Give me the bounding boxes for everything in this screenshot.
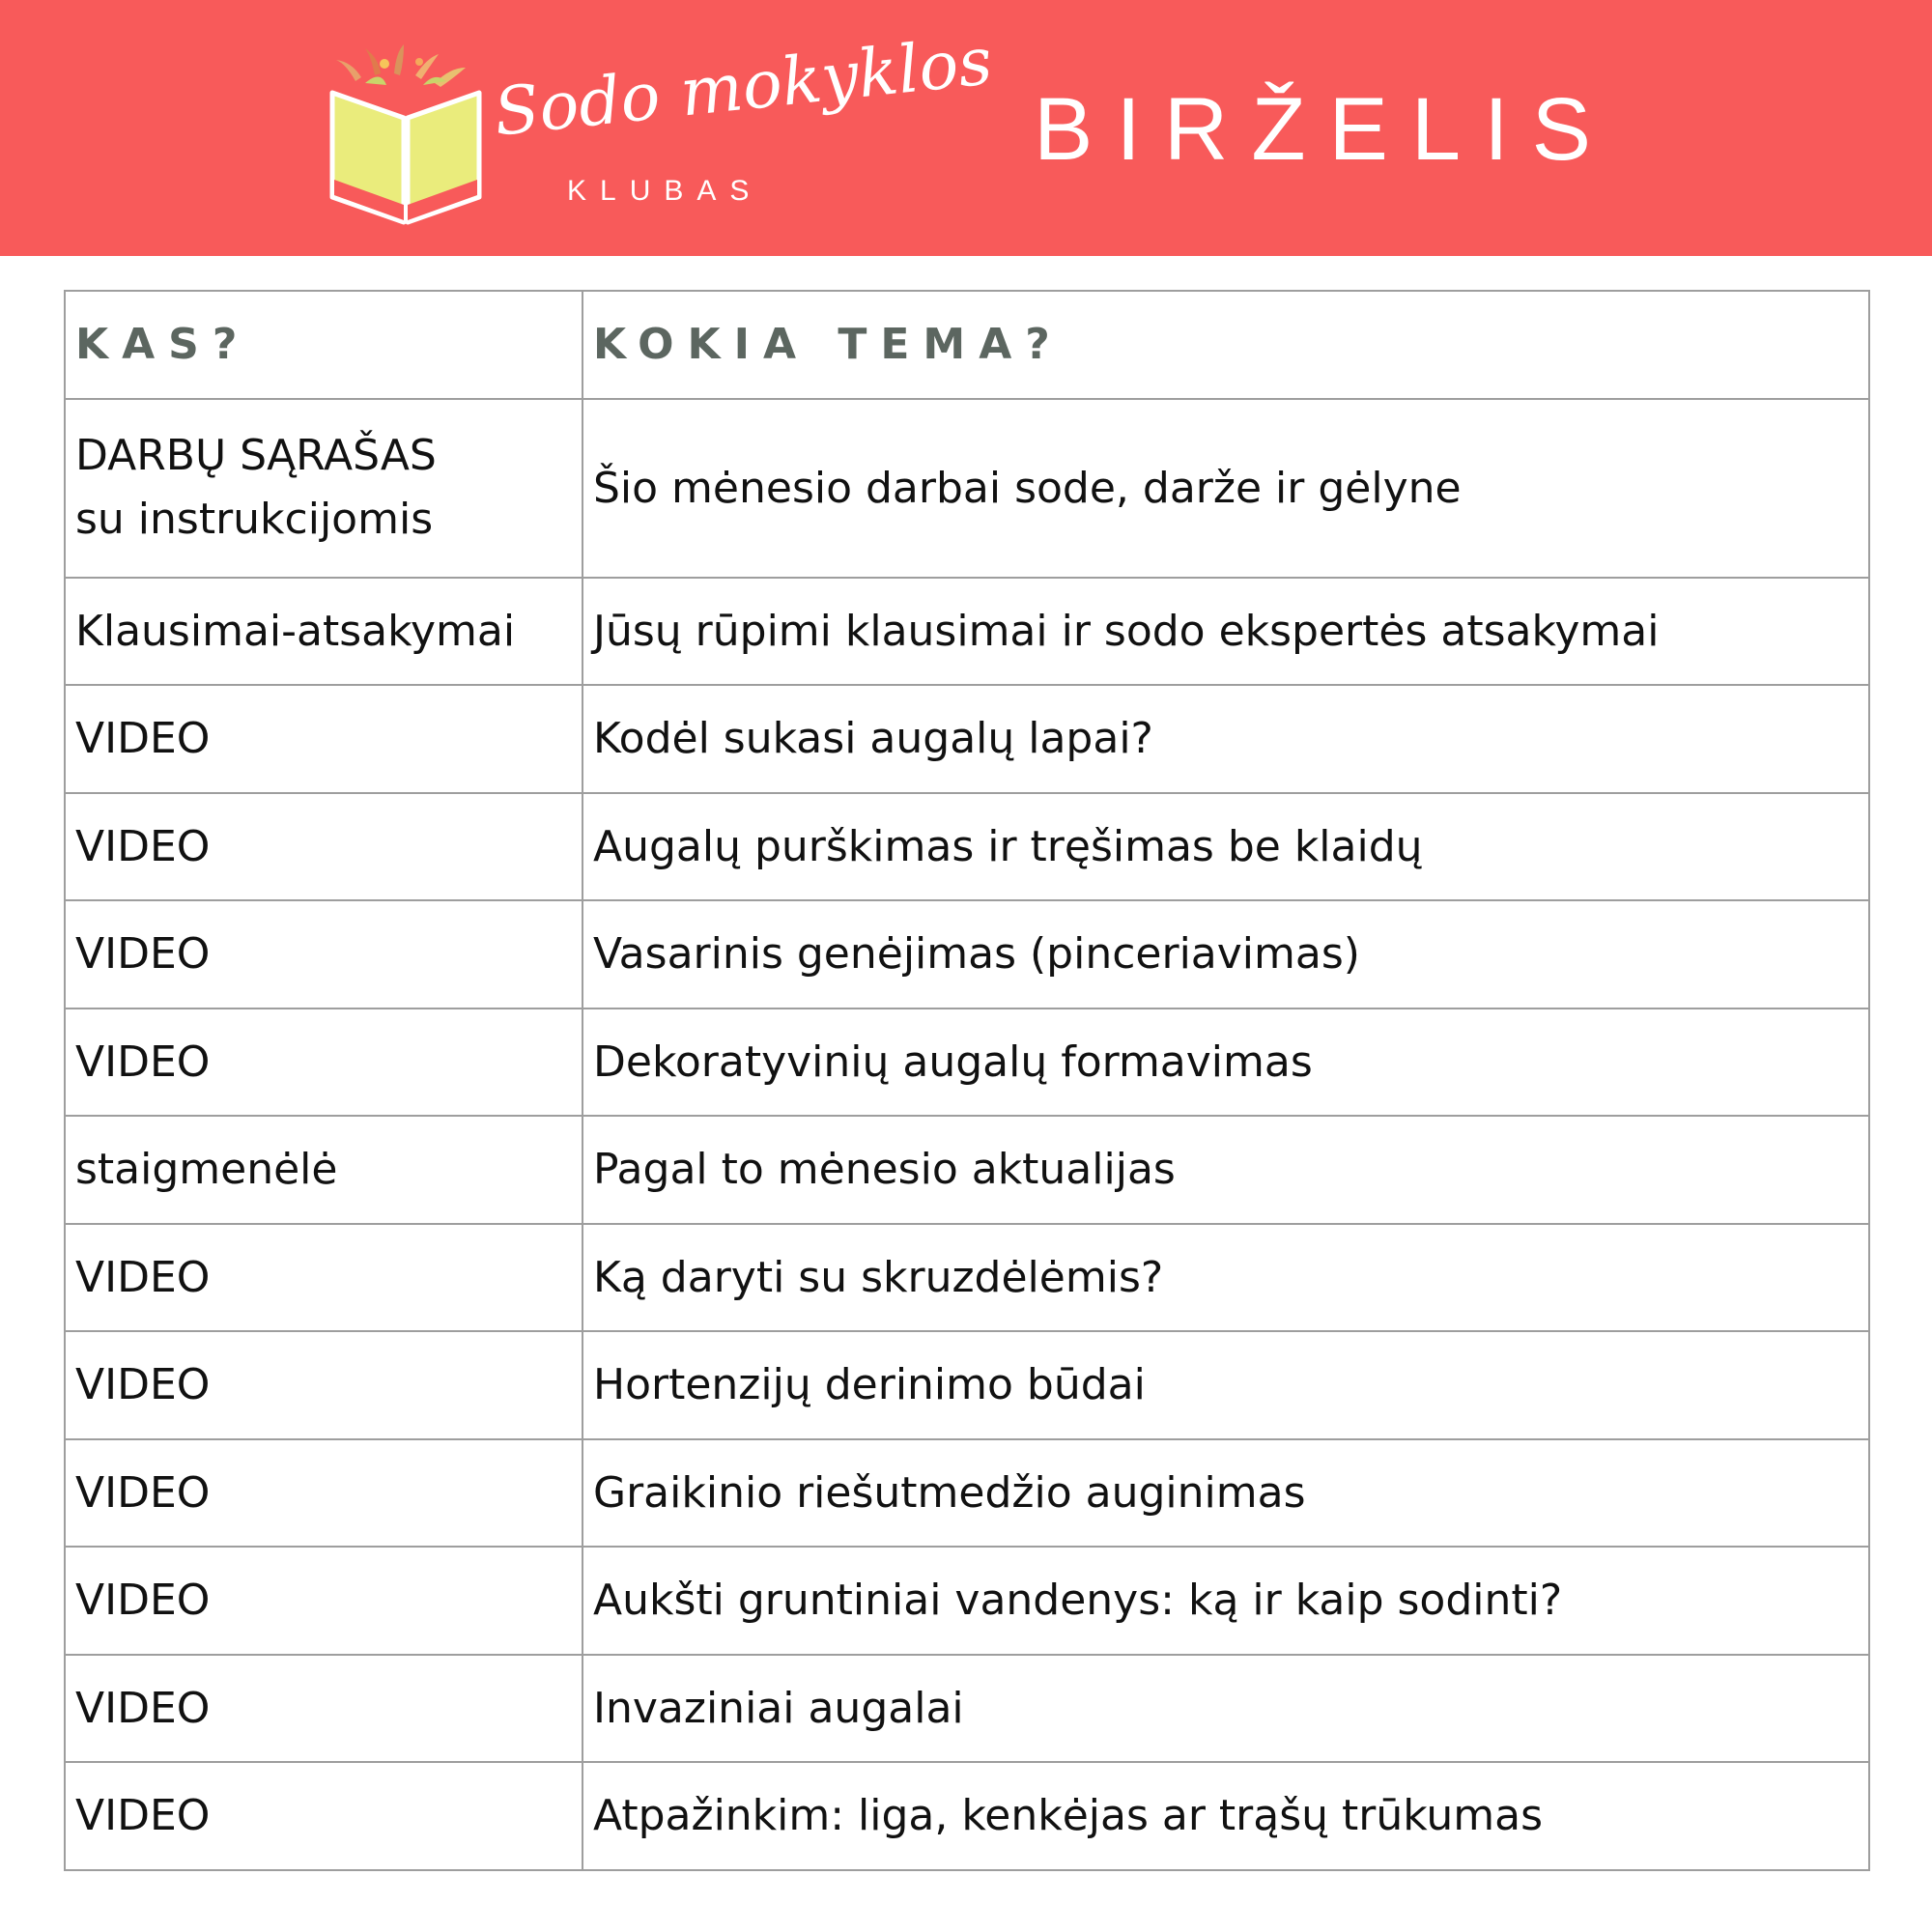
cell-tema: Hortenzijų derinimo būdai: [582, 1331, 1869, 1439]
cell-kas: Klausimai-atsakymai: [65, 578, 582, 686]
logo-script-text: Sodo mokyklos: [490, 23, 996, 152]
cell-kas: [65, 399, 582, 578]
cell-tema: Kodėl sukasi augalų lapai?: [582, 685, 1869, 793]
table-row: [65, 1762, 1869, 1870]
table-row: [65, 793, 1869, 901]
cell-kas: VIDEO: [65, 793, 582, 901]
cell-tema: Jūsų rūpimi klausimai ir sodo ekspertės atsakymai: [582, 578, 1869, 686]
schedule-table: [64, 290, 1870, 1871]
table-row: [65, 1116, 1869, 1224]
cell-tema: Ką daryti su skruzdėlėmis?: [582, 1224, 1869, 1332]
cell-kas: VIDEO: [65, 1331, 582, 1439]
table-row: [65, 578, 1869, 686]
table-row: [65, 1331, 1869, 1439]
cell-tema: Invaziniai augalai: [582, 1655, 1869, 1763]
column-header-tema: KOKIA TEMA?: [582, 291, 1869, 399]
table-row: [65, 685, 1869, 793]
cell-tema: Pagal to mėnesio aktualijas: [582, 1116, 1869, 1224]
logo-subtitle: KLUBAS: [567, 175, 763, 207]
table-row: [65, 1655, 1869, 1763]
book-logo-icon: [327, 43, 485, 232]
cell-kas: VIDEO: [65, 1762, 582, 1870]
cell-tema: Šio mėnesio darbai sode, darže ir gėlyne: [582, 399, 1869, 578]
cell-tema: Aukšti gruntiniai vandenys: ką ir kaip sodinti?: [582, 1547, 1869, 1655]
table-row: [65, 399, 1869, 578]
header-banner: [0, 0, 1932, 256]
cell-kas: VIDEO: [65, 1547, 582, 1655]
cell-kas: VIDEO: [65, 1224, 582, 1332]
month-title: BIRŽELIS: [1034, 80, 1615, 179]
table-row: [65, 1224, 1869, 1332]
cell-kas: VIDEO: [65, 1439, 582, 1548]
cell-kas: VIDEO: [65, 685, 582, 793]
cell-tema: Dekoratyvinių augalų formavimas: [582, 1009, 1869, 1117]
table-row: [65, 1009, 1869, 1117]
cell-kas-line: su instrukcijomis: [75, 495, 434, 544]
table-row: [65, 900, 1869, 1009]
cell-tema: Atpažinkim: liga, kenkėjas ar trąšų trūkumas: [582, 1762, 1869, 1870]
cell-kas-line: DARBŲ SĄRAŠAS: [75, 431, 437, 480]
cell-tema: Graikinio riešutmedžio auginimas: [582, 1439, 1869, 1548]
cell-kas: staigmenėlė: [65, 1116, 582, 1224]
cell-tema: Vasarinis genėjimas (pinceriavimas): [582, 900, 1869, 1009]
column-header-kas: KAS?: [65, 291, 582, 399]
cell-kas: VIDEO: [65, 1655, 582, 1763]
cell-kas: VIDEO: [65, 900, 582, 1009]
cell-tema: Augalų purškimas ir tręšimas be klaidų: [582, 793, 1869, 901]
table-row: [65, 1439, 1869, 1548]
table-header-row: [65, 291, 1869, 399]
cell-kas: VIDEO: [65, 1009, 582, 1117]
table-row: [65, 1547, 1869, 1655]
